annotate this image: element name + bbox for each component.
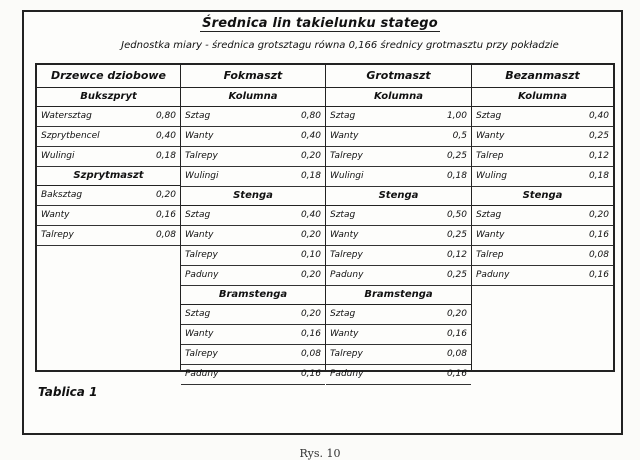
rope-diameter-value: 0,5 (452, 131, 467, 141)
table-row (326, 365, 471, 385)
rope-diameter-value: 0,40 (300, 210, 321, 220)
table-row (181, 206, 325, 226)
table-row (181, 365, 325, 385)
rope-diameter-value: 1,00 (446, 111, 467, 121)
table-row (37, 186, 180, 206)
table-row (37, 127, 180, 147)
rope-label: Paduny (185, 369, 219, 379)
rope-label: Wuling (476, 171, 508, 181)
column-header: Grotmaszt (326, 65, 471, 88)
table-row (326, 305, 471, 325)
rope-diameter-value: 0,16 (155, 210, 176, 220)
table-row (181, 266, 325, 286)
rope-label: Wanty (476, 131, 505, 141)
table-row (326, 345, 471, 365)
rope-diameter-value: 0,20 (300, 270, 321, 280)
table-row (326, 246, 471, 266)
rope-diameter-value: 0,08 (588, 250, 609, 260)
table-row (326, 127, 471, 147)
table-row (181, 325, 325, 345)
rope-label: Wulingi (41, 151, 75, 161)
rope-label: Talrep (476, 151, 504, 161)
section-header: Szprytmaszt (37, 167, 180, 186)
table-row (472, 167, 613, 187)
rope-label: Sztag (476, 210, 502, 220)
table-row (37, 107, 180, 127)
rope-label: Wanty (330, 131, 359, 141)
rope-diameter-value: 0,25 (446, 151, 467, 161)
rope-diameter-value: 0,50 (446, 210, 467, 220)
table-row (181, 246, 325, 266)
rope-diameter-value: 0,25 (446, 270, 467, 280)
table-row (326, 167, 471, 187)
rope-diameter-value: 0,18 (155, 151, 176, 161)
rope-diameter-value: 0,20 (300, 151, 321, 161)
rope-label: Wulingi (330, 171, 364, 181)
table-row (472, 206, 613, 226)
table-row (37, 206, 180, 226)
rope-diameter-value: 0,08 (446, 349, 467, 359)
table-row (326, 325, 471, 345)
rope-label: Paduny (330, 369, 364, 379)
table-row (37, 147, 180, 167)
table-row (181, 107, 325, 127)
rope-diameter-value: 0,08 (155, 230, 176, 240)
table-row (181, 345, 325, 365)
rope-diameter-value: 0,40 (300, 131, 321, 141)
rope-label: Talrepy (41, 230, 74, 240)
rope-diameter-value: 0,25 (446, 230, 467, 240)
rope-label: Talrepy (185, 349, 218, 359)
rope-diameter-value: 0,16 (588, 270, 609, 280)
rope-diameter-value: 0,40 (155, 131, 176, 141)
rope-diameter-value: 0,10 (300, 250, 321, 260)
section-header: Bukszpryt (37, 88, 180, 107)
table-row (326, 266, 471, 286)
section-header: Kolumna (181, 88, 325, 107)
rope-label: Talrepy (185, 250, 218, 260)
rope-label: Sztag (185, 309, 211, 319)
rope-label: Sztag (330, 111, 356, 121)
rope-diameter-value: 0,16 (300, 369, 321, 379)
rope-label: Baksztag (41, 190, 83, 200)
rope-diameter-value: 0,18 (588, 171, 609, 181)
rope-label: Wanty (185, 329, 214, 339)
rope-diameter-value: 0,80 (155, 111, 176, 121)
page-subtitle: Jednostka miary - średnica grotsztagu równa 0,166 średnicy grotmasztu przy pokładzie (121, 40, 559, 51)
rope-diameter-value: 0,16 (446, 329, 467, 339)
rope-label: Wanty (185, 131, 214, 141)
rope-label: Talrep (476, 250, 504, 260)
table-row (472, 226, 613, 246)
table-row (472, 147, 613, 167)
table-row (472, 107, 613, 127)
rope-label: Wulingi (185, 171, 219, 181)
rope-label: Watersztag (41, 111, 92, 121)
rope-diameter-value: 0,18 (300, 171, 321, 181)
table-row (181, 167, 325, 187)
rope-label: Paduny (185, 270, 219, 280)
table-row (326, 147, 471, 167)
section-header: Kolumna (326, 88, 471, 107)
column-header: Fokmaszt (181, 65, 325, 88)
section-header: Bramstenga (326, 286, 471, 305)
rope-diameter-value: 0,25 (588, 131, 609, 141)
rope-diameter-value: 0,12 (588, 151, 609, 161)
section-header: Stenga (472, 187, 613, 206)
rope-diameter-value: 0,20 (155, 190, 176, 200)
rope-label: Talrepy (330, 250, 363, 260)
table-row (326, 226, 471, 246)
column-main (325, 65, 471, 379)
table-row (326, 107, 471, 127)
table-row (181, 147, 325, 167)
table-row (181, 226, 325, 246)
table-row (472, 266, 613, 286)
rope-diameter-value: 0,40 (588, 111, 609, 121)
table-row (326, 206, 471, 226)
rope-diameter-value: 0,16 (300, 329, 321, 339)
section-header: Stenga (181, 187, 325, 206)
section-header: Kolumna (472, 88, 613, 107)
section-header: Bramstenga (181, 286, 325, 305)
rope-label: Sztag (330, 210, 356, 220)
table-row (181, 305, 325, 325)
rope-diameter-value: 0,16 (588, 230, 609, 240)
column-bow (37, 65, 180, 370)
rope-label: Paduny (476, 270, 510, 280)
rope-label: Sztag (185, 210, 211, 220)
rope-diameter-value: 0,12 (446, 250, 467, 260)
column-header: Bezanmaszt (472, 65, 613, 88)
rope-label: Sztag (476, 111, 502, 121)
page-title: Średnica lin takielunku statego (202, 16, 438, 31)
rope-label: Wanty (185, 230, 214, 240)
rope-label: Talrepy (330, 349, 363, 359)
table-row (472, 127, 613, 147)
column-header: Drzewce dziobowe (37, 65, 180, 88)
rope-label: Wanty (476, 230, 505, 240)
rope-diameter-value: 0,20 (588, 210, 609, 220)
rope-diameter-value: 0,08 (300, 349, 321, 359)
rope-diameter-value: 0,20 (300, 309, 321, 319)
rope-diameter-value: 0,20 (300, 230, 321, 240)
rigging-table (35, 63, 615, 379)
column-mizzen (471, 65, 613, 370)
rope-label: Sztag (330, 309, 356, 319)
table-row (181, 127, 325, 147)
rope-diameter-value: 0,80 (300, 111, 321, 121)
table-number: Tablica 1 (38, 385, 98, 399)
rope-label: Paduny (330, 270, 364, 280)
rope-label: Talrepy (330, 151, 363, 161)
column-fore (180, 65, 325, 379)
rope-diameter-value: 0,16 (446, 369, 467, 379)
rope-label: Wanty (330, 329, 359, 339)
section-header: Stenga (326, 187, 471, 206)
figure-caption: Rys. 10 (299, 447, 341, 460)
rope-label: Szprytbencel (41, 131, 100, 141)
rope-label: Sztag (185, 111, 211, 121)
table-row (472, 246, 613, 266)
rope-diameter-value: 0,18 (446, 171, 467, 181)
rope-label: Talrepy (185, 151, 218, 161)
rope-label: Wanty (41, 210, 70, 220)
rope-label: Wanty (330, 230, 359, 240)
rope-diameter-value: 0,20 (446, 309, 467, 319)
table-row (37, 226, 180, 246)
